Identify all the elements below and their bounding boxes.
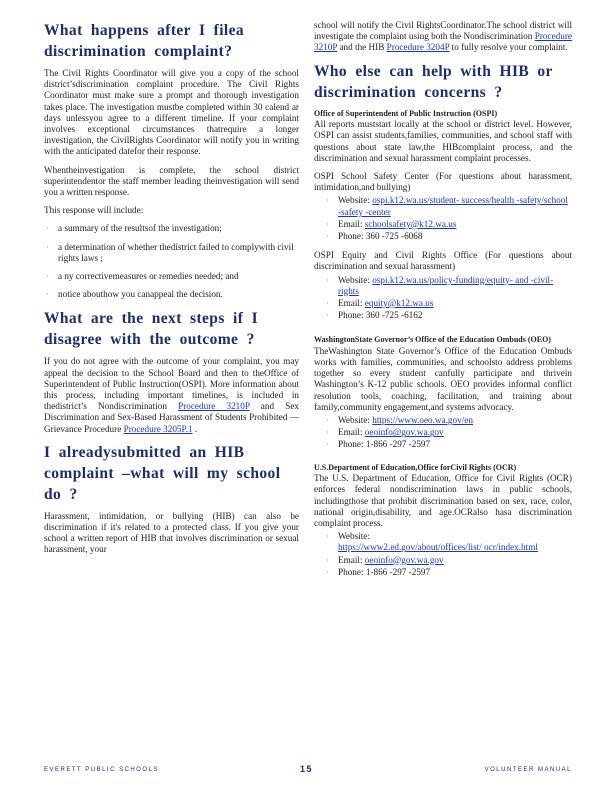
list-item xyxy=(324,195,572,217)
heading-what-happens: What happens after I filea discrimination complaint? xyxy=(44,22,245,60)
paragraph-appeal-text-a: If you do not agree with the outcome of your complaint, you may appeal the decision to the School Board and then to theOffice of Superintendent of Public Instruction(OSPI). More information about this process, including important timelines, is included in thedistrict’s Nondiscrimination xyxy=(44,356,299,412)
list-item: · a ny correctivemeasures or remedies needed; and xyxy=(44,271,299,282)
list-item: · a determination of whether thedistrict failed to complywith civil rights laws ; xyxy=(44,242,299,264)
website-label: Website: xyxy=(338,531,370,542)
ospi-org-name: Office of Superintendent of Public Instruction (OSPI) xyxy=(314,108,498,118)
ospi-paragraph: All reports muststart locally at the school or district level. However, OSPI can assist students,families, communities, and school staff with questions about state law,the HIBcomplaint process, and the discrimination and sexual harassment complaint processes. xyxy=(314,119,572,163)
equity-contact-list xyxy=(324,275,572,322)
list-item: · a summary of the resultsof the investigation; xyxy=(44,223,299,234)
list-item xyxy=(324,275,572,297)
right-column xyxy=(314,20,572,586)
page-footer xyxy=(44,764,572,778)
paragraph-appeal xyxy=(44,356,299,434)
website-label: Website: xyxy=(338,274,373,285)
oeo-website-link[interactable]: https://www.oeo.wa.gov/en xyxy=(372,415,473,426)
list-item xyxy=(324,415,572,426)
email-label: Email: xyxy=(338,427,365,438)
paragraph-appeal-text-c: . xyxy=(192,423,198,434)
procedure-3210p-link[interactable]: Procedure 3210P xyxy=(178,401,250,412)
list-item: · notice abouthow you canappeal the decision. xyxy=(44,289,299,300)
list-item xyxy=(324,531,572,553)
school-safety-center-label: OSPI School Safety Center (For questions about harassment, intimidation,and bullying) xyxy=(314,170,572,193)
list-item xyxy=(324,427,572,438)
ocr-contact-list xyxy=(324,531,572,578)
oeo-phone: · Phone: 1-866 -297 -2597 xyxy=(324,439,572,450)
equity-website-link[interactable]: ospi.k12.wa.us/policy-funding/equity- and -civil-rights xyxy=(338,274,554,296)
heading-who-else: Who else can help with HIB or discrimination concerns ? xyxy=(314,62,553,101)
oeo-paragraph: TheWashington State Governor’s Office of the Education Ombuds works with families, communities, and schoolsto address problems together so every student canfully participate and thrivein Washington’s K-12 public schools. OEO provides informal conflict resolution tools, coaching, facilitation, and training about family,community engagement,and systems advocacy. xyxy=(314,345,572,412)
ocr-phone: · Phone: 1-866 -297 -2597 xyxy=(324,567,572,578)
safety-phone: · Phone: 360 -725 -6068 xyxy=(324,231,572,242)
procedure-3204p-link[interactable]: Procedure 3204P xyxy=(386,42,450,53)
paragraph-response-include: This response will include: xyxy=(44,205,144,216)
equity-phone: · Phone: 360 -725 -6162 xyxy=(324,310,572,321)
paragraph-hib: Harassment, intimidation, or bullying (HIB) can also be discrimination if it's related to a protected class. If you give your school a written report of HIB that involves discrimination or sexual harassment, your xyxy=(44,510,299,555)
paragraph-hib-continued xyxy=(314,20,572,54)
safety-website-link[interactable]: ospi.k12.wa.us/student- success/health -safety/school -safety -center xyxy=(338,195,568,217)
ocr-paragraph: The U.S. Department of Education, Office for Civil Rights (OCR) enforces federal nondiscrimination laws in public schools, includingthose that prohibit discrimination based on sex, race, color, national origin,disability, and age.OCRalso hasa discrimination complaint process. xyxy=(314,473,572,528)
equity-email-link[interactable]: equity@k12.wa.us xyxy=(364,297,434,308)
oeo-contact-list xyxy=(324,415,572,451)
email-label: Email: xyxy=(338,218,365,229)
response-items-list xyxy=(44,223,299,300)
hib-continued-text-b: and the HIB xyxy=(337,42,387,53)
procedure-3210p-link[interactable]: Procedure 3210P xyxy=(314,31,572,53)
heading-hib-complaint: I alreadysubmitted an HIB complaint –what will my school do ? xyxy=(44,443,281,503)
footer-manual: VOLUNTEER MANUAL xyxy=(484,767,572,773)
email-label: Email: xyxy=(338,297,365,308)
list-item xyxy=(324,555,572,566)
ocr-org-name: U.S.Department of Education,Office forCivil Rights (OCR) xyxy=(314,462,517,472)
equity-office-label: OSPI Equity and Civil Rights Office (For questions about discrimination and sexual harassment) xyxy=(314,250,572,272)
safety-email-link[interactable]: schoolsafety@k12.wa.us xyxy=(364,218,457,229)
paragraph-written-response: Whentheinvestigation is complete, the school district superintendentor the staff member leading theinvestigation will send you a written response. xyxy=(44,164,299,198)
procedure-3205p1-link[interactable]: Procedure 3205P.1 xyxy=(123,423,193,434)
list-item xyxy=(324,298,572,309)
hib-continued-text-c: to fully resolve your complaint. xyxy=(449,42,568,53)
paragraph-appeal-text-b: and Sex Discrimination and Sex-Based Harassment of Students Prohibited —Grievance Procedure xyxy=(44,401,300,434)
ocr-email-link[interactable]: oeoinfo@gov.wa.gov xyxy=(364,554,444,565)
page-number: 15 xyxy=(300,764,314,774)
heading-next-steps: What are the next steps if I disagree with the outcome ? xyxy=(44,310,259,349)
oeo-org-name: WashingtonState Governor’s Office of the Education Ombuds (OEO) xyxy=(314,335,551,345)
list-item xyxy=(324,219,572,230)
footer-district: EVERETT PUBLIC SCHOOLS xyxy=(44,767,159,773)
left-column xyxy=(44,20,299,563)
email-label: Email: xyxy=(338,554,365,565)
hib-continued-text-a: school will notify the Civil RightsCoordinator.The school district will investigate the complaint using both the Nondiscrimination xyxy=(314,20,572,42)
oeo-email-link[interactable]: oeoinfo@gov.wa.gov xyxy=(364,427,444,438)
safety-contact-list xyxy=(324,195,572,242)
website-label: Website: xyxy=(338,415,373,426)
paragraph-coordinator: The Civil Rights Coordinator will give you a copy of the school district’sdiscrimination complaint procedure. The Civil Rights Coordinator must make sure a prompt and thorough investigation takes place. The investigation mustbe completed within 30 calend ar days unlessyou agree to a different timeline. If your complaint involves exceptional circumstances thatrequire a longer investigation, the CivilRights Coordinator will notify you in writing with the anticipated datefor their response. xyxy=(44,68,299,157)
website-label: Website: xyxy=(338,195,373,206)
ocr-website-link[interactable]: https://www2.ed.gov/about/offices/list/ ocr/index.html xyxy=(338,542,538,553)
